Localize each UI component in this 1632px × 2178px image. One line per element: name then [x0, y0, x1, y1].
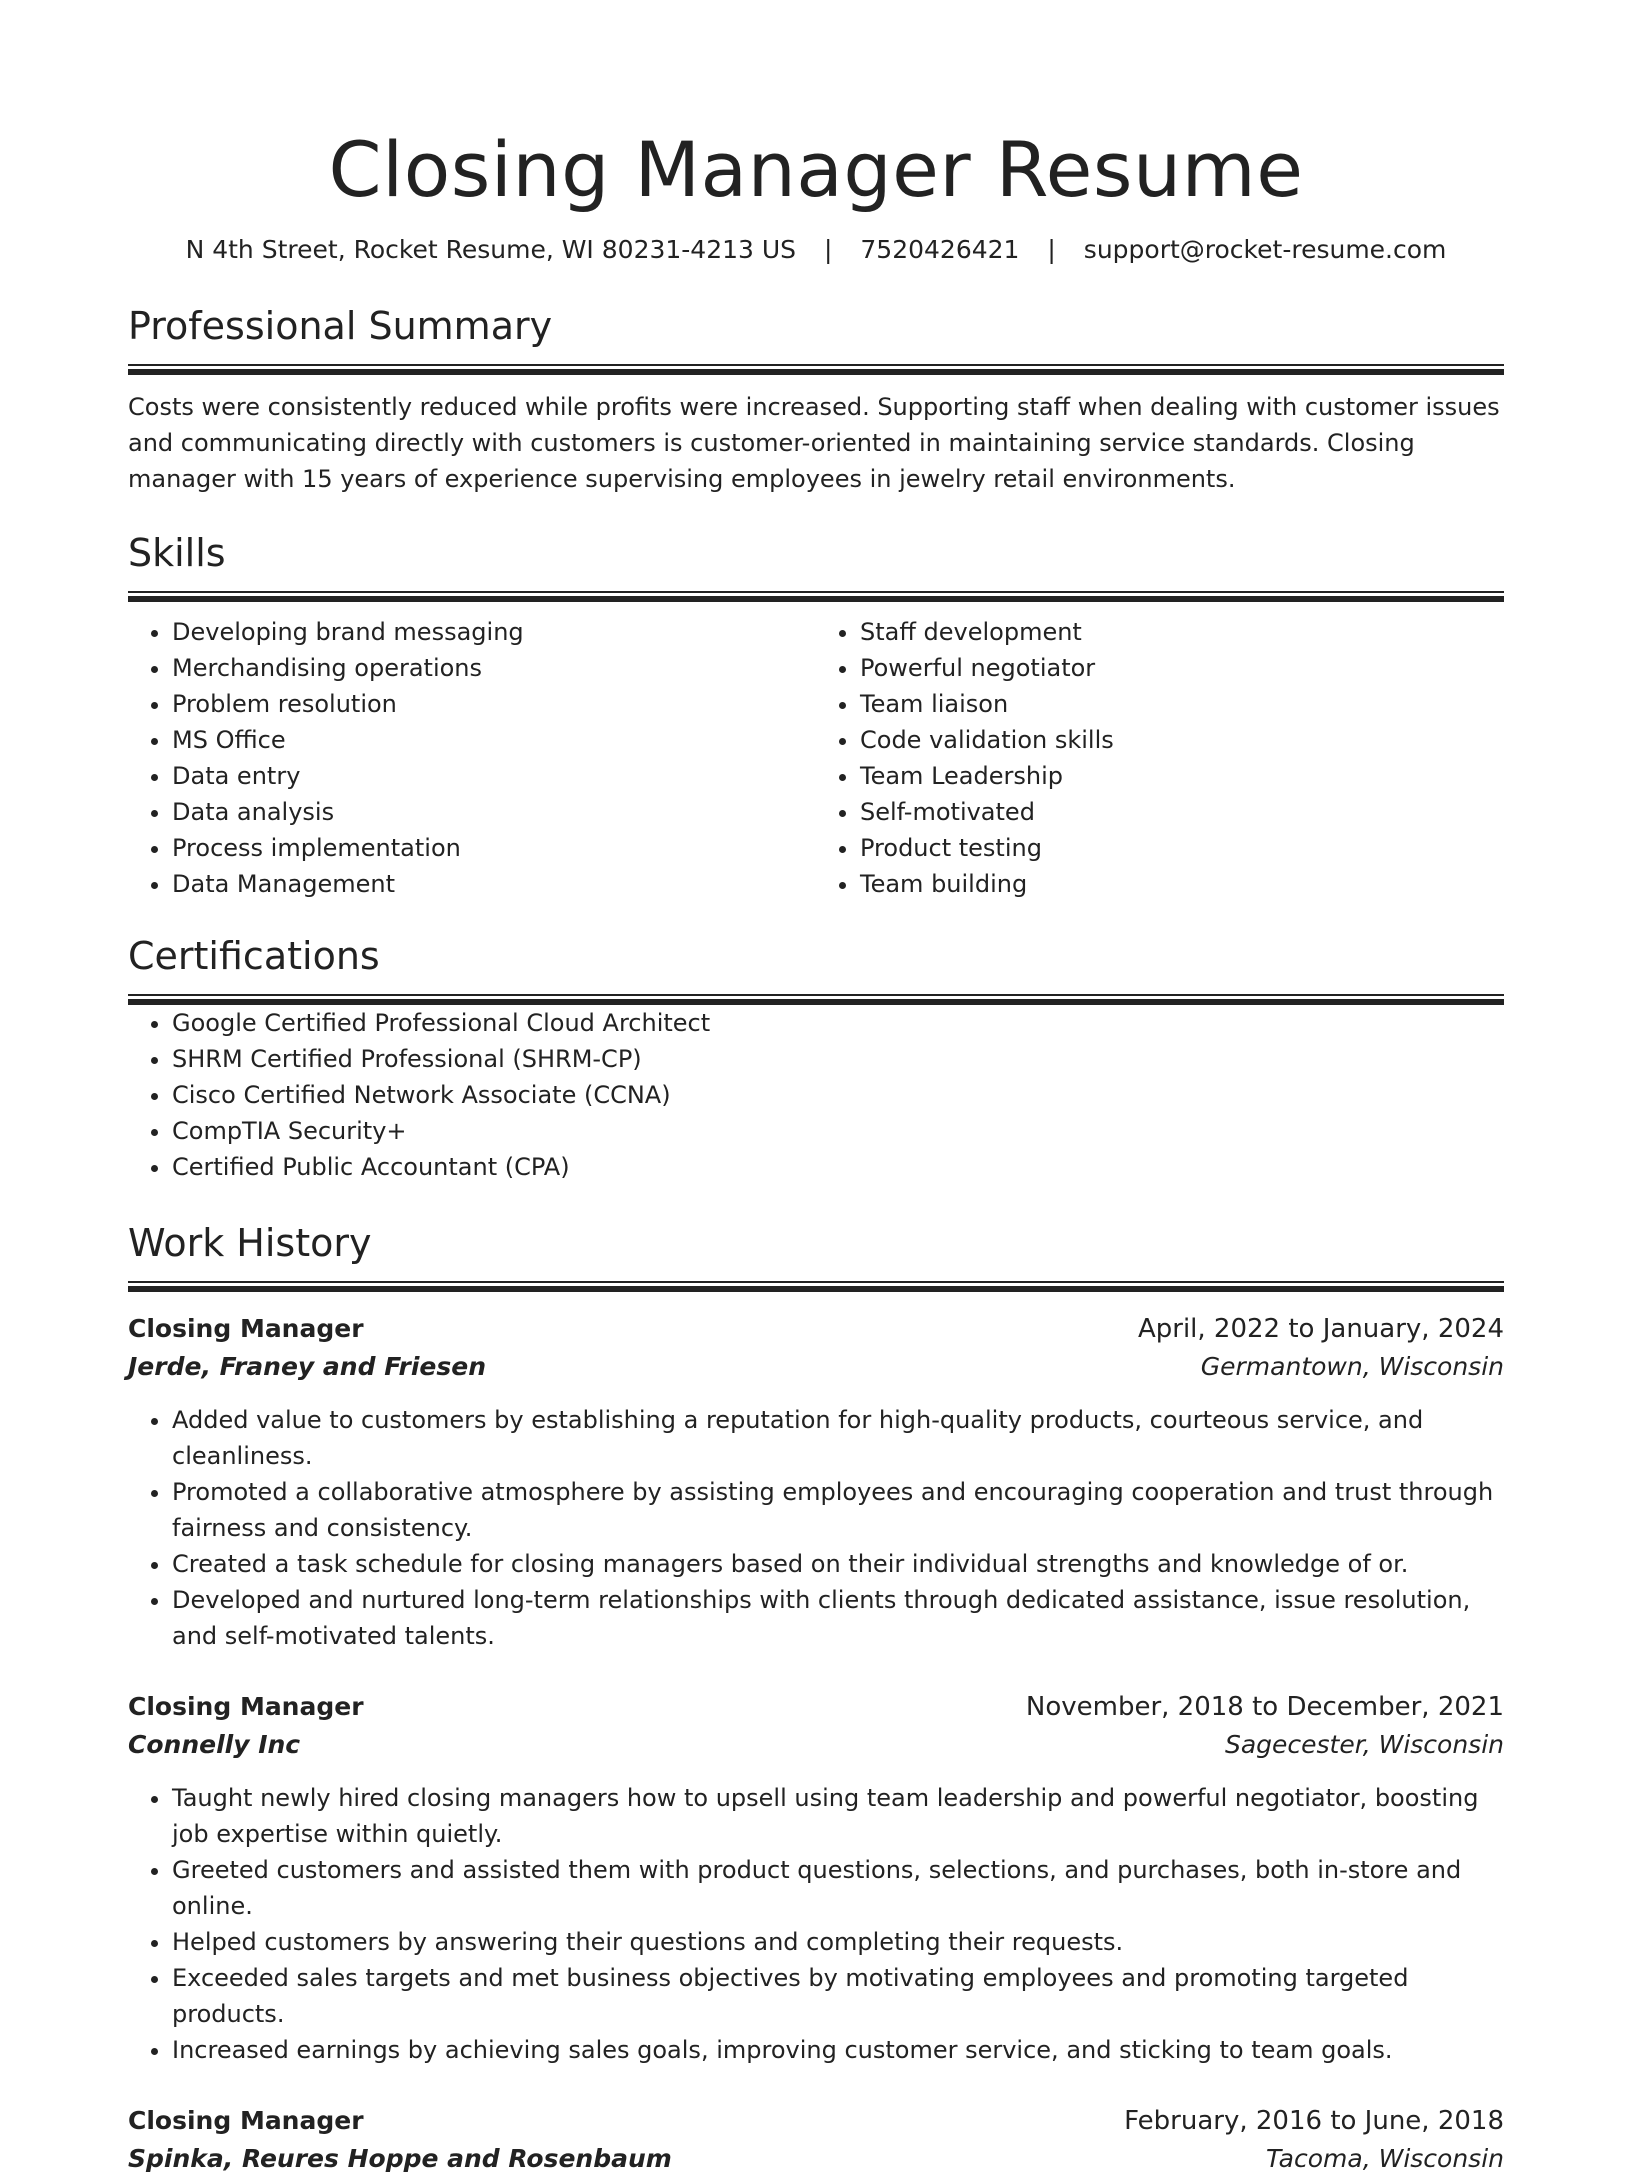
skill-item: • Process implementation: [172, 830, 816, 866]
job-entry: [128, 1688, 1504, 2068]
resume-title: Closing Manager Resume: [328, 125, 1304, 214]
skill-item: • Developing brand messaging: [172, 614, 816, 650]
skill-item: • Staff development: [860, 614, 1504, 650]
job-duty: • Greeted customers and assisted them with product questions, selections, and purchases, both in-store and online.: [172, 1852, 1504, 1924]
section-heading-certifications: Certifications: [128, 934, 380, 978]
certifications-list: [128, 1005, 1504, 1185]
contact-phone: 7520426421: [860, 235, 1020, 264]
certification-item: • Google Certified Professional Cloud Architect: [172, 1005, 1504, 1041]
skill-item: • Powerful negotiator: [860, 650, 1504, 686]
job-dates: April, 2022 to January, 2024: [1137, 1314, 1504, 1344]
skill-item: • Code validation skills: [860, 722, 1504, 758]
skill-item: • Data analysis: [172, 794, 816, 830]
contact-address: N 4th Street, Rocket Resume, WI 80231-4213 US: [185, 235, 797, 264]
section-divider: [128, 1281, 1504, 1292]
skill-item: • Data Management: [172, 866, 816, 902]
job-duty: • Taught newly hired closing managers how to upsell using team leadership and powerful negotiator, boosting job expertise within quietly.: [172, 1780, 1504, 1852]
contact-separator: |: [824, 235, 833, 264]
section-divider: [128, 994, 1504, 1005]
section-divider: [128, 364, 1504, 375]
job-company: Spinka, Reures Hoppe and Rosenbaum: [128, 2144, 672, 2173]
job-subheader: [128, 1726, 1504, 1764]
section-heading-skills: Skills: [128, 531, 226, 575]
job-title: Closing Manager: [128, 2106, 364, 2135]
contact-line: [128, 232, 1504, 268]
certification-item: • Cisco Certified Network Associate (CCNA): [172, 1077, 1504, 1113]
skills-list-right: [816, 614, 1504, 902]
job-duties-list: [128, 1402, 1504, 1654]
section-heading-work-history: Work History: [128, 1221, 372, 1265]
skill-item: • Product testing: [860, 830, 1504, 866]
job-company: Connelly Inc: [128, 1730, 301, 1759]
job-title: Closing Manager: [128, 1692, 364, 1721]
skill-item: • Self-motivated: [860, 794, 1504, 830]
job-company: Jerde, Franey and Friesen: [128, 1352, 487, 1381]
skill-item: • Team Leadership: [860, 758, 1504, 794]
skill-item: • Team building: [860, 866, 1504, 902]
section-heading-summary: Professional Summary: [128, 304, 553, 348]
certification-item: • Certified Public Accountant (CPA): [172, 1149, 1504, 1185]
contact-email: support@rocket-resume.com: [1083, 235, 1447, 264]
job-duty: • Promoted a collaborative atmosphere by assisting employees and encouraging cooperation and trust through fairness and consistency.: [172, 1474, 1504, 1546]
job-duty: • Added value to customers by establishing a reputation for high-quality products, courteous service, and cleanliness.: [172, 1402, 1504, 1474]
skill-item: • Problem resolution: [172, 686, 816, 722]
job-location: Germantown, Wisconsin: [1200, 1352, 1504, 1381]
job-subheader: [128, 2140, 1504, 2178]
skill-item: • Merchandising operations: [172, 650, 816, 686]
job-entry: [128, 1310, 1504, 1654]
summary-section: [128, 302, 1504, 497]
skills-section: [128, 529, 1504, 902]
job-subheader: [128, 1348, 1504, 1386]
skill-item: • Data entry: [172, 758, 816, 794]
certification-item: • CompTIA Security+: [172, 1113, 1504, 1149]
job-header: [128, 2102, 1504, 2140]
summary-text: Costs were consistently reduced while profits were increased. Supporting staff when dealing with customer issues and communicating directly with customers is customer-oriented in maintaining service standards. Closing manager with 15 years of experience supervising employees in jewelry retail environments.: [128, 393, 1500, 493]
section-divider: [128, 591, 1504, 602]
job-title: Closing Manager: [128, 1314, 364, 1343]
job-duty: • Created a task schedule for closing managers based on their individual strengths and knowledge of or.: [172, 1546, 1504, 1582]
job-duty: • Helped customers by answering their questions and completing their requests.: [172, 1924, 1504, 1960]
job-duty: • Increased earnings by achieving sales goals, improving customer service, and sticking to team goals.: [172, 2032, 1504, 2068]
certification-item: • SHRM Certified Professional (SHRM-CP): [172, 1041, 1504, 1077]
job-duties-list: [128, 1780, 1504, 2068]
skills-grid: [128, 614, 1504, 902]
job-duty: • Developed and nurtured long-term relationships with clients through dedicated assistance, issue resolution, and self-motivated talents.: [172, 1582, 1504, 1654]
certifications-section: [128, 932, 1504, 1185]
job-dates: November, 2018 to December, 2021: [1025, 1692, 1504, 1722]
skills-list-left: [128, 614, 816, 902]
job-location: Sagecester, Wisconsin: [1224, 1730, 1504, 1759]
contact-separator: |: [1047, 235, 1056, 264]
job-location: Tacoma, Wisconsin: [1266, 2144, 1504, 2173]
skill-item: • Team liaison: [860, 686, 1504, 722]
job-header: [128, 1310, 1504, 1348]
work-history-section: [128, 1219, 1504, 2178]
job-dates: February, 2016 to June, 2018: [1124, 2106, 1504, 2136]
job-header: [128, 1688, 1504, 1726]
job-duty: • Exceeded sales targets and met business objectives by motivating employees and promoting targeted products.: [172, 1960, 1504, 2032]
skill-item: • MS Office: [172, 722, 816, 758]
job-entry: [128, 2102, 1504, 2178]
